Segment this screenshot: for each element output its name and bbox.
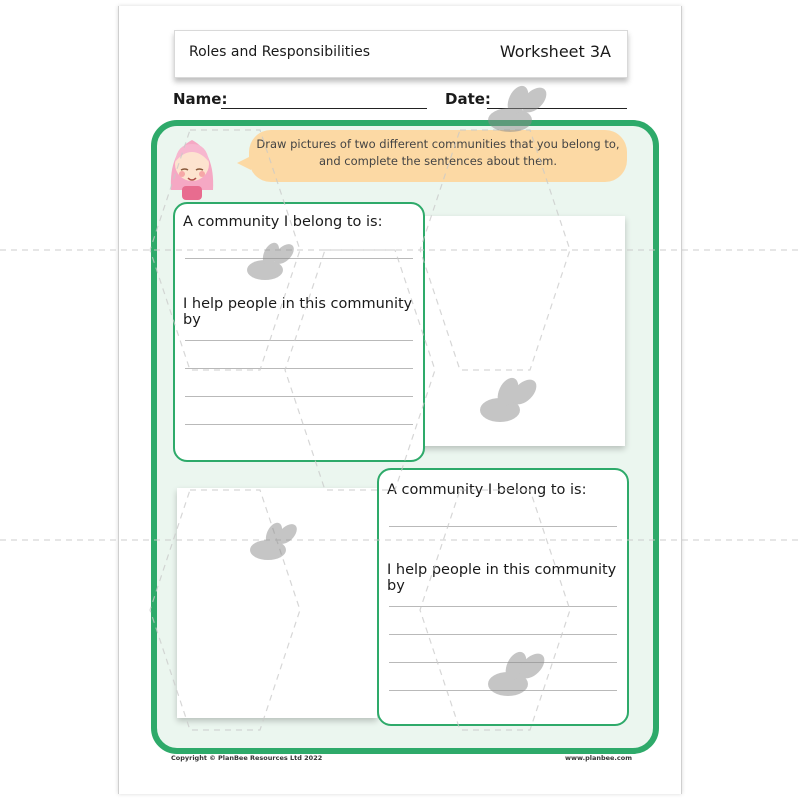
girl-avatar-icon xyxy=(165,132,219,200)
answer-line[interactable] xyxy=(389,690,617,691)
name-field[interactable] xyxy=(221,108,427,109)
answer-line[interactable] xyxy=(389,662,617,663)
answer-line[interactable] xyxy=(185,340,413,341)
help-prompt-bottom: I help people in this community by xyxy=(387,562,617,594)
worksheet-number: Worksheet 3A xyxy=(499,42,611,61)
drawing-area-bottom[interactable] xyxy=(177,488,377,718)
answer-line[interactable] xyxy=(185,396,413,397)
answer-line[interactable] xyxy=(185,368,413,369)
community-panel-bottom xyxy=(377,468,629,726)
date-field[interactable] xyxy=(487,108,627,109)
header-card xyxy=(174,30,628,78)
instruction-line-2: and complete the sentences about them. xyxy=(318,154,558,168)
worksheet-title: Roles and Responsibilities xyxy=(189,44,371,60)
answer-line[interactable] xyxy=(185,424,413,425)
answer-line[interactable] xyxy=(389,606,617,607)
instruction-text xyxy=(253,136,623,170)
website-text: www.planbee.com xyxy=(565,754,632,762)
date-label: Date: xyxy=(445,90,491,108)
community-panel-top xyxy=(173,202,425,462)
answer-line[interactable] xyxy=(389,526,617,527)
copyright-text: Copyright © PlanBee Resources Ltd 2022 xyxy=(171,754,323,762)
instruction-line-1: Draw pictures of two different communities that you belong to, xyxy=(256,137,620,151)
belong-prompt-bottom: A community I belong to is: xyxy=(387,482,587,498)
answer-line[interactable] xyxy=(185,258,413,259)
belong-prompt-top: A community I belong to is: xyxy=(183,214,383,230)
help-prompt-top: I help people in this community by xyxy=(183,296,413,328)
name-label: Name: xyxy=(173,90,228,108)
answer-line[interactable] xyxy=(389,634,617,635)
worksheet-page xyxy=(118,6,682,794)
